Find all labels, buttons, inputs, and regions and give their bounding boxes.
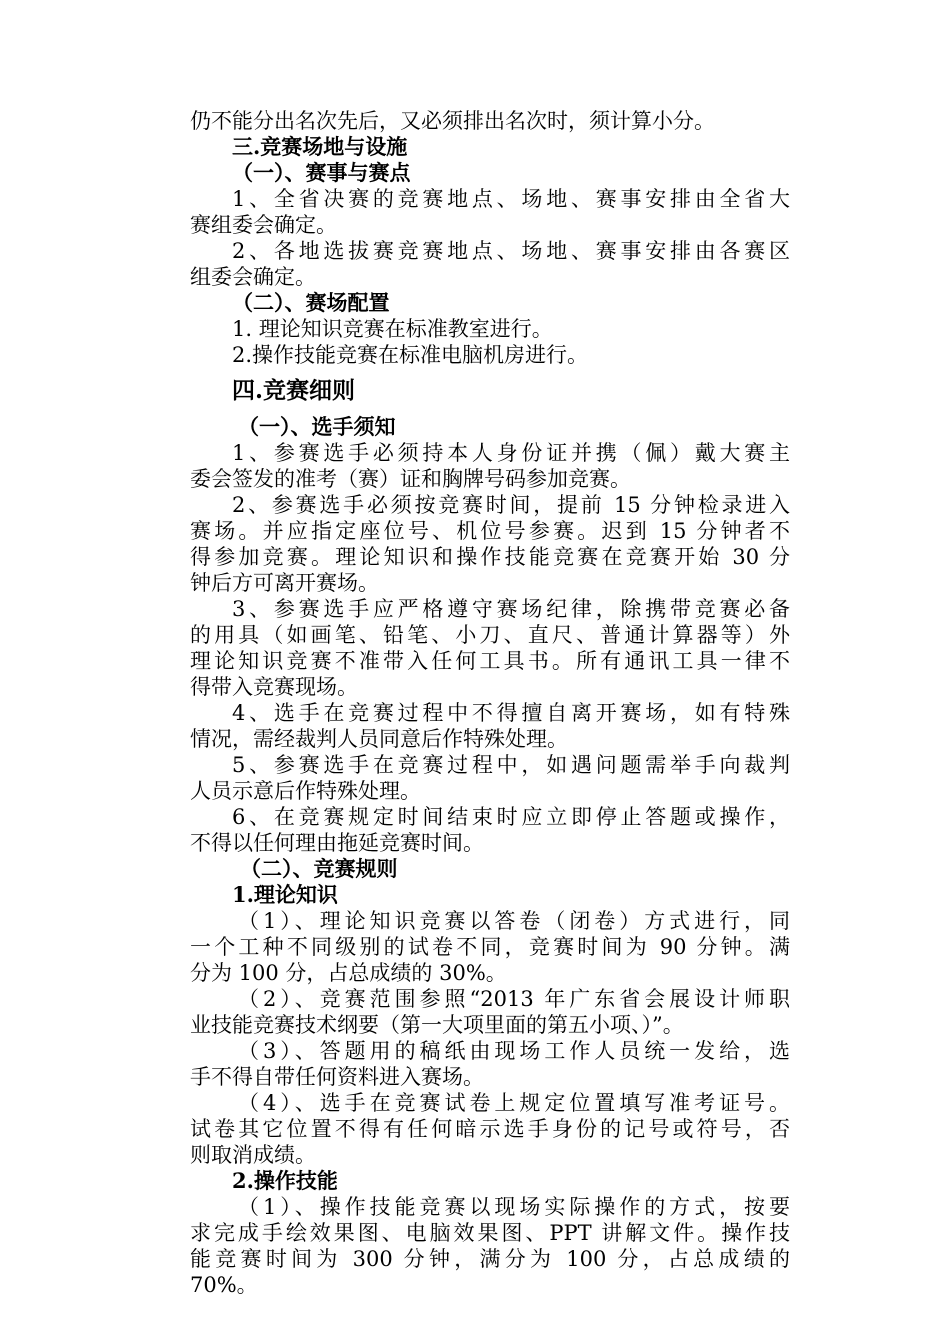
paragraph-line: 钟后方可离开赛场。: [190, 571, 379, 595]
paragraph-line: 4、选手在竞赛过程中不得擅自离开赛场，如有特殊: [232, 701, 790, 725]
paragraph-line: 2、参赛选手必须按竞赛时间，提前 15 分钟检录进入: [232, 493, 790, 517]
paragraph-line: 1. 理论知识竞赛在标准教室进行。: [232, 317, 553, 341]
paragraph-line: 得参加竞赛。理论知识和操作技能竞赛在竞赛开始 30 分: [190, 545, 790, 569]
subsection-heading: （二）、竞赛规则: [240, 856, 398, 881]
subsubsection-heading: 2.操作技能: [232, 1168, 338, 1193]
paragraph-line: 一个工种不同级别的试卷不同，竞赛时间为 90 分钟。满: [190, 935, 790, 959]
paragraph-line: 的用具（如画笔、铅笔、小刀、直尺、普通计算器等）外: [190, 623, 790, 647]
paragraph-line: 理论知识竞赛不准带入任何工具书。所有通讯工具一律不: [190, 649, 790, 673]
paragraph-line: 人员示意后作特殊处理。: [190, 779, 421, 803]
paragraph-line: 5、参赛选手在竞赛过程中，如遇问题需举手向裁判: [232, 753, 790, 777]
paragraph-line: （4）、选手在竞赛试卷上规定位置填写准考证号。: [238, 1091, 790, 1115]
section-heading: 四.竞赛细则: [232, 377, 356, 404]
subsubsection-heading: 1.理论知识: [232, 882, 338, 907]
paragraph-line: （2）、竞赛范围参照“2013 年广东省会展设计师职: [238, 987, 790, 1011]
paragraph-line: 试卷其它位置不得有任何暗示选手身份的记号或符号，否: [190, 1117, 790, 1141]
paragraph-line: 赛组委会确定。: [190, 213, 337, 237]
paragraph-line: 则取消成绩。: [190, 1143, 316, 1167]
paragraph-line: 1、全省决赛的竞赛地点、场地、赛事安排由全省大: [232, 187, 790, 211]
section-heading: 三.竞赛场地与设施: [232, 134, 408, 159]
paragraph-line: （3）、答题用的稿纸由现场工作人员统一发给，选: [238, 1039, 790, 1063]
paragraph-line: 得带入竞赛现场。: [190, 675, 358, 699]
subsection-heading: （一）、赛事与赛点: [232, 160, 411, 185]
paragraph-line: 组委会确定。: [190, 265, 316, 289]
paragraph-line: 委会签发的准考（赛）证和胸牌号码参加竞赛。: [190, 467, 631, 491]
paragraph-line: （1）、操作技能竞赛以现场实际操作的方式，按要: [238, 1195, 790, 1219]
subsection-heading: （一）、选手须知: [238, 414, 396, 439]
paragraph-line: 仍不能分出名次先后，又必须排出名次时，须计算小分。: [190, 109, 715, 133]
paragraph-line: 能竞赛时间为 300 分钟，满分为 100 分，占总成绩的: [190, 1247, 790, 1271]
paragraph-line: 2.操作技能竞赛在标准电脑机房进行。: [232, 343, 589, 367]
paragraph-line: 不得以任何理由拖延竞赛时间。: [190, 831, 484, 855]
paragraph-line: 2、各地选拔赛竞赛地点、场地、赛事安排由各赛区: [232, 239, 790, 263]
paragraph-line: 1、参赛选手必须持本人身份证并携（佩）戴大赛主: [232, 441, 790, 465]
paragraph-line: 业技能竞赛技术纲要（第一大项里面的第五小项、）”。: [190, 1013, 684, 1037]
subsection-heading: （二）、赛场配置: [232, 290, 390, 315]
paragraph-line: 求完成手绘效果图、电脑效果图、PPT 讲解文件。操作技: [190, 1221, 790, 1245]
paragraph-line: 赛场。并应指定座位号、机位号参赛。迟到 15 分钟者不: [190, 519, 790, 543]
paragraph-line: 分为 100 分，占总成绩的 30%。: [190, 961, 507, 985]
paragraph-line: 70%。: [190, 1273, 258, 1297]
paragraph-line: （1）、理论知识竞赛以答卷（闭卷）方式进行，同: [238, 909, 790, 933]
paragraph-line: 6、在竞赛规定时间结束时应立即停止答题或操作，: [232, 805, 790, 829]
paragraph-line: 3、参赛选手应严格遵守赛场纪律，除携带竞赛必备: [232, 597, 790, 621]
document-body: [190, 108, 790, 1298]
paragraph-line: 手不得自带任何资料进入赛场。: [190, 1065, 484, 1089]
paragraph-line: 情况，需经裁判人员同意后作特殊处理。: [190, 727, 568, 751]
